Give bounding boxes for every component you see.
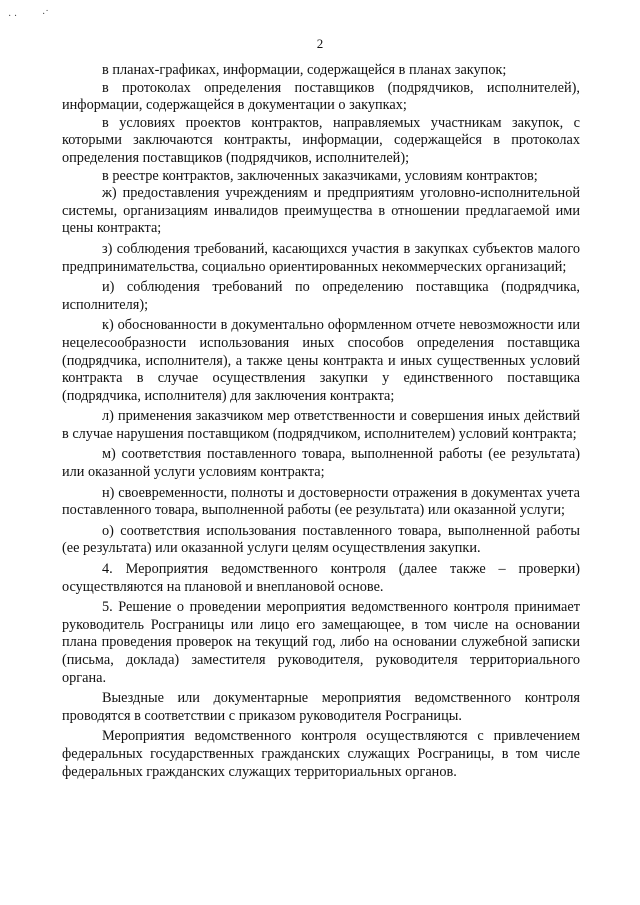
paragraph: Мероприятия ведомственного контроля осуществляются с привлечением федеральных государственных гражданских служащих Росграницы, в том числе федеральных гражданских служащих территориальных органов.	[62, 728, 580, 780]
scan-mark-right: ·˙	[42, 9, 49, 20]
scan-mark-left: · ·	[8, 11, 18, 22]
paragraph: в протоколах определения поставщиков (подрядчиков, исполнителей), информации, содержащейся в документации о закупках;	[62, 79, 580, 114]
paragraph: ж) предоставления учреждениям и предприятиям уголовно-исполнительной системы, организациям инвалидов преимущества в отношении предлагаемой ими цены контракта;	[62, 185, 580, 237]
paragraph: 5. Решение о проведении мероприятия ведомственного контроля принимает руководитель Росграницы или лицо его замещающее, в том числе на основании плана проведения проверок на текущий год, либо на основании служебной записки (письма, доклада) заместителя руководителя, руководителя территориального органа.	[62, 599, 580, 686]
paragraph: в планах-графиках, информации, содержащейся в планах закупок;	[102, 62, 507, 78]
paragraph: н) своевременности, полноты и достоверности отражения в документах учета поставленного товара, выполненной работы (ее результата) или оказанной услуги;	[62, 484, 580, 519]
paragraph: м) соответствия поставленного товара, выполненной работы (ее результата) или оказанной услуги условиям контракта;	[62, 446, 580, 481]
paragraph: л) применения заказчиком мер ответственности и совершения иных действий в случае нарушения поставщиком (подрядчиком, исполнителем) условий контракта;	[62, 408, 580, 442]
paragraph: в условиях проектов контрактов, направляемых участникам закупок, с которыми заключаются контракты, информации, содержащейся в протоколах определения поставщиков (подрядчиков, исполнителей);	[62, 114, 580, 166]
paragraph: в реестре контрактов, заключенных заказчиками, условиям контрактов;	[102, 167, 538, 184]
paragraph: 4. Мероприятия ведомственного контроля (далее также – проверки) осуществляются на плановой и внеплановой основе.	[62, 561, 580, 595]
document-body	[62, 62, 580, 781]
paragraph: Выездные или документарные мероприятия ведомственного контроля проводятся в соответствии с приказом руководителя Росграницы.	[62, 690, 580, 724]
paragraph: и) соблюдения требований по определению поставщика (подрядчика, исполнителя);	[62, 279, 580, 313]
paragraph: о) соответствия использования поставленного товара, выполненной работы (ее результата) или оказанной услуги целям осуществления закупки.	[62, 522, 580, 557]
paragraph: к) обоснованности в документально оформленном отчете невозможности или нецелесообразности использования иных способов определения поставщика (подрядчика, исполнителя), а также цены контракта и иных существенных условий контракта в случае осуществления закупки у единственного поставщика (подрядчика, исполнителя) для заключения контракта;	[62, 317, 580, 404]
paragraph: з) соблюдения требований, касающихся участия в закупках субъектов малого предпринимательства, социально ориентированных некоммерческих организаций;	[62, 240, 580, 275]
page-number: 2	[316, 36, 324, 51]
